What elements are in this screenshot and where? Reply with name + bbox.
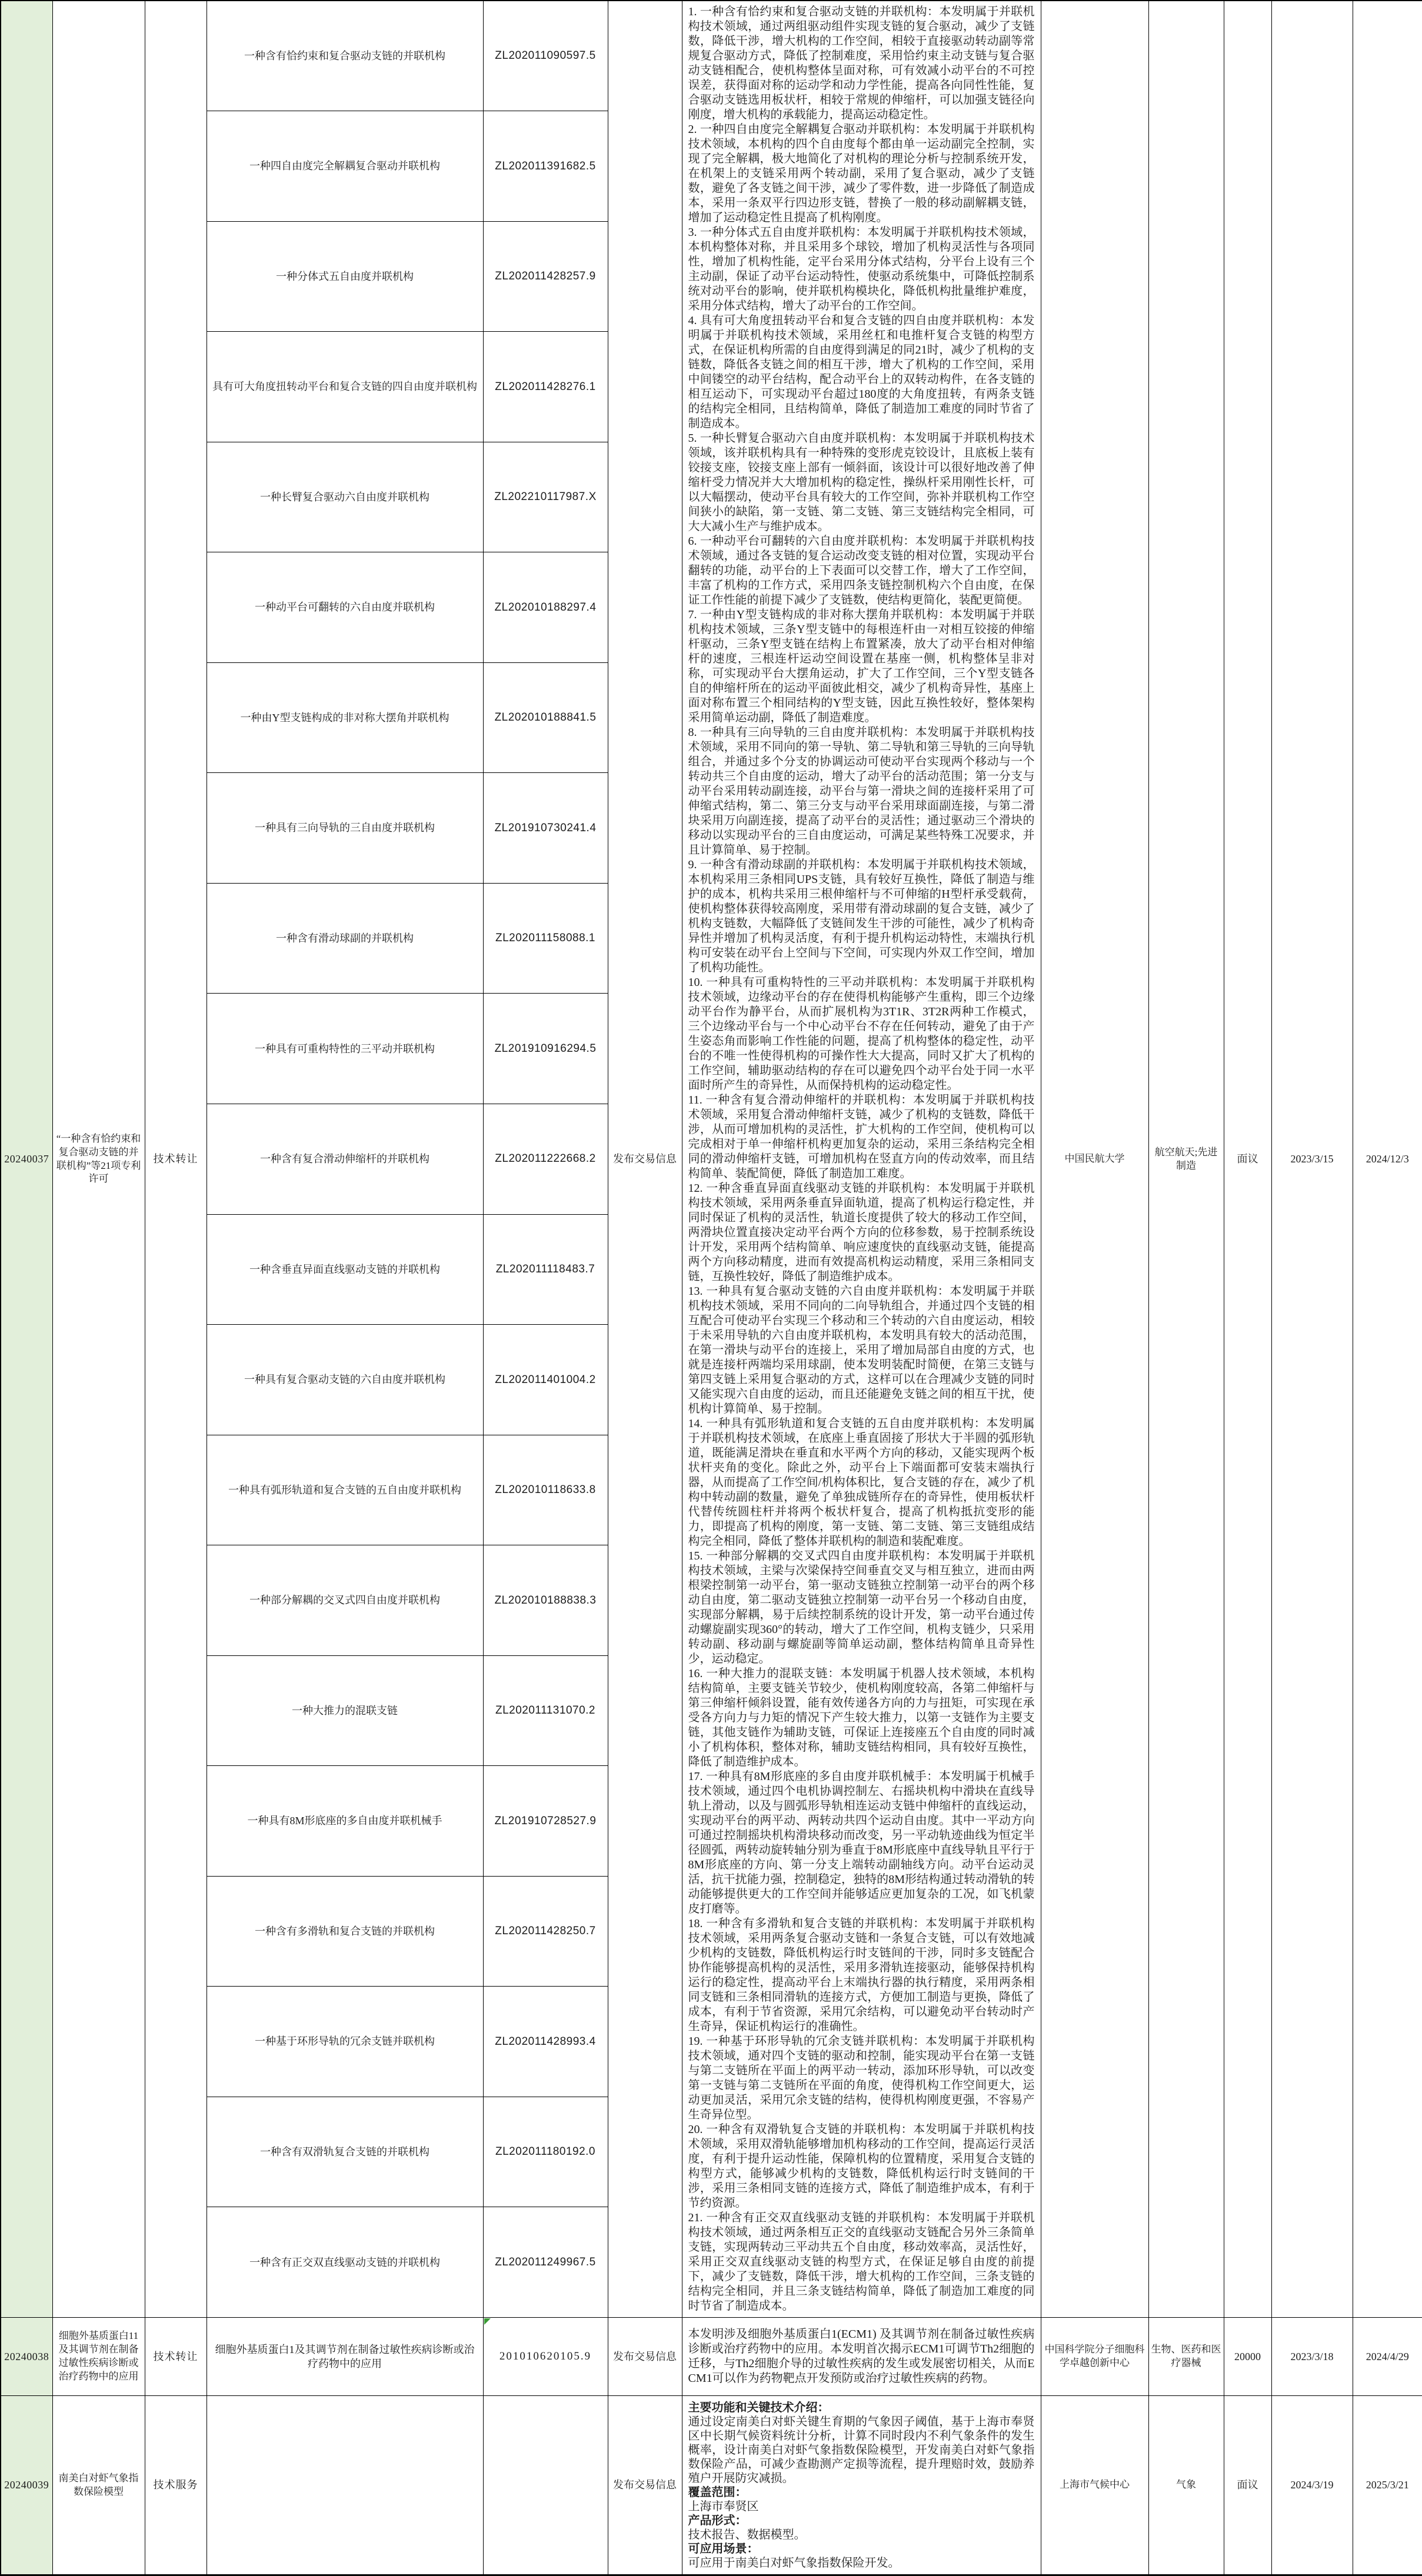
patent-title: 一种含垂直异面直线驱动支链的并联机构	[207, 1214, 483, 1325]
expiry-date: 2025/3/21	[1353, 2396, 1422, 2575]
patent-number: ZL202010188841.5	[483, 662, 608, 773]
description-paragraph: 18. 一种含有多滑轨和复合支链的并联机构：本发明属于并联机构技术领域，采用两条复合驱动支链和一条复合支链，可以有效地减少机构的支链数，降低机构运行时支链间的干涉，同时多支链配合协作能够提高机构的灵活性，采用多滑轨连接驱动，能够保持机构运行的稳定性，提高动平台上末端执行器的执行精度，采用两条相同支链和三条相同滑轨的连接方式，方便加工制造与更换，降低了成本，有利于节省资源，采用冗余结构，可以避免动平台转动时产生奇异，保证机构运行的准确性。	[688, 1917, 1035, 2033]
patent-title: 细胞外基质蛋白1及其调节剂在制备过敏性疾病诊断或治疗药物中的应用	[207, 2318, 483, 2396]
description-paragraph: 通过设定南美白对虾关键生育期的气象因子阈值，基于上海市奉贤区中长期气候资料统计分析，计算不同时段内不利气象条件的发生概率，设计南美白对虾气象指数保险模型，开发南美白对虾气象指数保险产品，可减少查勘测产定损等流程，提升理赔时效，鼓励养殖户开展防灾减损。	[688, 2415, 1035, 2485]
patent-title: 一种部分解耦的交叉式四自由度并联机构	[207, 1545, 483, 1656]
publish-date: 2023/3/15	[1271, 1, 1353, 2318]
patent-title: 一种具有复合驱动支链的六自由度并联机构	[207, 1325, 483, 1435]
description-paragraph: 7. 一种由Y型支链构成的非对称大摆角并联机构：本发明属于并联机构技术领域，三条Y型支链中的每根连杆由一对相互铰接的伸缩杆驱动，三条Y型支链在结构上布置紧凑，放大了动平台相对伸缩杆的速度，三根连杆运动空间设置在基座一侧，机构整体呈非对称，可实现动平台大摆角运动，扩大了工作空间，三个Y型支链各自的伸缩杆所在的运动平面彼此相交，减少了机构奇异性，基座上面对称布置三个相同结构的Y型支链，因此互换性较好，整体架构采用简单运动副，降低了制造难度。	[688, 608, 1035, 724]
transfer-type: 技术转让	[145, 1, 207, 2318]
patent-number: ZL202011428250.7	[483, 1876, 608, 1987]
description-paragraph: 13. 一种具有复合驱动支链的六自由度并联机构：本发明属于并联机构技术领域，采用不同向的二向导轨组合，并通过四个支链的相互配合可使动平台实现三个移动和三个转动的六自由度运动，相较于未采用导轨的六自由度并联机构，本发明具有较大的活动范围，在第一滑块与动平台的连接上，采用了增加局部自由度的方式，也就是连接杆两端均采用球副，使本发明装配时简便，在第三支链与第四支链上采用复合驱动的方式，这样可以在合理减少支链的同时又能实现六自由度的运动，而且还能避免支链之间的相互干扰，使机构计算简单、易于控制。	[688, 1285, 1035, 1415]
description-paragraph: 技术报告、数据模型。	[688, 2528, 806, 2541]
description-paragraph: 上海市奉贤区	[688, 2500, 759, 2513]
description-paragraph: 21. 一种含有正交双直线驱动支链的并联机构：本发明属于并联机构技术领域，通过两条相互正交的直线驱动支链配合另外三条简单支链，实现两转动三平动共五个自由度，移动效率高，灵活性好，采用正交双直线驱动支链的构型方式，在保证足够自由度的前提下，减少了支链数，降低干涉，增大机构的工作空间，三条支链的结构完全相同，并且三条支链结构简单，降低了制造加工难度的同时节省了制造成本。	[688, 2211, 1035, 2312]
description-heading: 主要功能和关键技术介绍：	[688, 2401, 830, 2414]
description-paragraph: 5. 一种长臂复合驱动六自由度并联机构：本发明属于并联机构技术领域，该并联机构具有一种特殊的变形虎克铰设计，且底板上装有铰接支座，铰接支座上部有一倾斜面，该设计可以很好地改善了伸缩杆受力情况并大大增加机构的稳定性，操纵杆采用刚性长杆，可以大幅摆动，使动平台具有较大的工作空间，弥补并联机构工作空间狭小的缺陷，第一支链、第二支链、第三支链结构完全相同，可大大减小生产与维护成本。	[688, 432, 1035, 533]
patent-title: 一种具有可重构特性的三平动并联机构	[207, 994, 483, 1104]
publish-status: 发布交易信息	[608, 2396, 682, 2575]
description-cell	[682, 2318, 1041, 2396]
patent-title: 一种动平台可翻转的六自由度并联机构	[207, 552, 483, 663]
patent-number: ZL201910728527.9	[483, 1766, 608, 1877]
description-paragraph: 可应用于南美白对虾气象指数保险开发。	[688, 2556, 900, 2570]
patent-title: 一种含有正交双直线驱动支链的并联机构	[207, 2207, 483, 2318]
patent-title: 一种含有恰约束和复合驱动支链的并联机构	[207, 1, 483, 111]
patent-title: 一种含有滑动球副的并联机构	[207, 883, 483, 994]
industry-category: 航空航天;先进制造	[1148, 1, 1224, 2318]
description-paragraph: 15. 一种部分解耦的交叉式四自由度并联机构：本发明属于并联机构技术领域，主梁与次梁保持空间垂直交叉与相互独立，进而由两根梁控制第一动平台，第一驱动支链独立控制第一动平台的两个移动自由度，第二驱动支链独立控制第一动平台另一个移动自由度，实现部分解耦，易于后续控制系统的设计开发，第一动平台通过传动螺旋副实现360°的转动，增大了工作空间，机构支链少，只采用转动副、移动副与螺旋副等简单运动副，整体结构简单且奇异性少，运动稳定。	[688, 1549, 1035, 1665]
project-name: 细胞外基质蛋白11及其调节剂在制备过敏性疾病诊断或治疗药物中的应用	[52, 2318, 145, 2396]
description-paragraph: 17. 一种具有8M形底座的多自由度并联机械手：本发明属于机械手技术领域，通过四个电机协调控制左、右摇块机构中滑块在直线导轨上滑动，以及与圆弧形导轨相连运动支链中伸缩杆的直线运动，实现动平台的两平动、两转动共四个运动自由度。其中一平动方向可通过控制摇块机构滑块移动而改变，另一平动轨迹曲线为恒定半径圆弧，两转动旋转轴分别为垂直于8M形底座中直线导轨且平行于8M形底座的方向、第一分支上端转动副轴线方向。动平台运动灵活，抗干扰能力强，控制稳定，独特的8M形结构通过转动滑轨的转动能够提供更大的工作空间并能够适应更加复杂的工况，如飞机蒙皮打磨等。	[688, 1770, 1035, 1915]
patent-number	[483, 2318, 608, 2396]
publish-date: 2024/3/19	[1271, 2396, 1353, 2575]
description-paragraph: 20. 一种含有双滑轨复合支链的并联机构：本发明属于并联机构技术领域，采用双滑轨能够增加机构移动的工作空间，提高运行灵活度，有利于提升运动性能，保障机构的位置精度，采用复合支链的构型方式，能够减少机构的支链数，降低机构运行时支链间的干涉，采用三条相同支链的连接方式，降低了制造维护成本，有利于节约资源。	[688, 2123, 1035, 2210]
patent-number: ZL202011131070.2	[483, 1655, 608, 1766]
publish-status: 发布交易信息	[608, 1, 682, 2318]
publish-status: 发布交易信息	[608, 2318, 682, 2396]
description-paragraph: 4. 具有可大角度扭转动平台和复合支链的四自由度并联机构：本发明属于并联机构技术领域，采用丝杠和电推杆复合支链的构型方式，在保证机构所需的自由度得到满足的同21时，减少了机构的支链数，降低各支链之间的相互干涉，增大了机构的工作空间，采用中间镂空的动平台结构，配合动平台上的双转动构件，在各支链的相互运动下，可实现动平台超过180度的大角度扭转，有两条支链的结构完全相同，且结构简单，降低了制造加工难度的同时节省了制造成本。	[688, 314, 1035, 430]
description-paragraph: 10. 一种具有可重构特性的三平动并联机构：本发明属于并联机构技术领域，边缘动平台的存在使得机构能够产生重构，即三个边缘动平台作为静平台，从而扩展机构为3T1R、3T2R两种工作模式，三个边缘动平台与一个中心动平台不存在任何转动，避免了由于产生姿态角而影响工作性能的问题，提高了机构整体的稳定性，动平台的不唯一性使得机构的可操作性大大提高，同时又扩大了机构的工作空间，辅助驱动结构的存在可以避免四个动平台处于同一水平面时所产生的奇异性，从而保持机构的运动稳定性。	[688, 976, 1035, 1092]
description-paragraph: 1. 一种含有恰约束和复合驱动支链的并联机构：本发明属于并联机构技术领域，通过两组驱动组件实现支链的复合驱动，减少了支链数，降低干涉，增大机构的工作空间，相较于直接驱动转动副等常规复合驱动方式，降低了控制难度，采用恰约束主动支链与复合驱动支链相配合，使机构整体呈面对称，可有效减小动平台的不可控误差，获得面对称的运动学和动力学性能，提高各向同性性能，复合驱动支链选用板状杆，相较于常规的伸缩杆，可以加强支链径向刚度，增大机构的承载能力，提高运动稳定性。	[688, 5, 1035, 121]
patent-number: ZL202011158088.1	[483, 883, 608, 994]
transfer-type: 技术转让	[145, 2318, 207, 2396]
industry-category: 气象	[1148, 2396, 1224, 2575]
description-paragraph: 6. 一种动平台可翻转的六自由度并联机构：本发明属于并联机构技术领域，通过各支链的复合运动改变支链的相对位置，实现动平台翻转的功能，动平台的上下表面可以交替工作，增大了工作空间，丰富了机构的工作方式，采用四条支链控制机构六个自由度，在保证工作性能的前提下减少了支链数，使结构更简化，装配更简便。	[688, 535, 1035, 606]
patent-number-text: 201010620105.9	[499, 2350, 592, 2363]
company: 中国科学院分子细胞科学卓越创新中心	[1041, 2318, 1148, 2396]
patent-title: 一种长臂复合驱动六自由度并联机构	[207, 442, 483, 552]
patent-title: 一种四自由度完全解耦复合驱动并联机构	[207, 111, 483, 222]
description-paragraph: 8. 一种具有三向导轨的三自由度并联机构：本发明属于并联机构技术领域，采用不同向的第一导轨、第二导轨和第三导轨的三向导轨组合，并通过多个分支的协调运动可使动平台实现两个移动与一个转动共三个自由度的运动，增大了动平台的活动范围；第一分支与动平台采用转动副连接，动平台与第一滑块之间的连接杆采用了可伸缩式结构，第二、第三分支与动平台采用球面副连接，与第二滑块采用万向副连接，提高了动平台的灵活性；通过驱动三个滑块的移动以实现动平台的三自由度运动，可满足某些特殊工况要求，并且计算简单、易于控制。	[688, 726, 1035, 857]
patent-number: ZL202011401004.2	[483, 1325, 608, 1435]
listing-id: 20240039	[1, 2396, 52, 2575]
description-paragraph: 11. 一种含有复合滑动伸缩杆的并联机构：本发明属于并联机构技术领域，采用复合滑动伸缩杆支链，减少了机构的支链数，降低干涉，从而可增加机构的灵活性，扩大机构的工作空间，使机构可以完成相对于单一伸缩杆机构更加复杂的运动，采用三条结构完全相同的滑动伸缩杆支链，可增加机构在竖直方向的传动效率，而且结构简单、装配简便，降低了制造加工难度。	[688, 1094, 1035, 1180]
patent-title: 一种基于环形导轨的冗余支链并联机构	[207, 1987, 483, 2097]
patent-number: ZL202011118483.7	[483, 1214, 608, 1325]
patent-number: ZL202011222668.2	[483, 1104, 608, 1214]
description-paragraph: 16. 一种大推力的混联支链：本发明属于机器人技术领域，本机构结构简单，主要支链关节较少，使机构刚度较高，各第二伸缩杆与第三伸缩杆倾斜设置，能有效传递各方向的力与扭矩，可实现在承受各方向力与力矩的情况下产生较大推力，以第一支链作为主要支链，其他支链作为辅助支链，可保证上连接座五个自由度的同时减小了机构体积，整体对称，辅助支链结构相同，具有较好互换性，降低了制造维护成本。	[688, 1667, 1035, 1768]
description-paragraph: 本发明涉及细胞外基质蛋白1(ECM1) 及其调节剂在制备过敏性疾病诊断或治疗药物中的应用。本发明首次揭示ECM1可调节Th2细胞的迁移，与Th2细胞介导的过敏性疾病的发生或发展密切相关，从而ECM1可以作为药物靶点开发预防或治疗过敏性疾病的药物。	[688, 2328, 1035, 2385]
table-row	[1, 2396, 1422, 2575]
description-paragraph: 14. 一种具有弧形轨道和复合支链的五自由度并联机构：本发明属于并联机构技术领域，在底座上垂直固接了形状大于半圆的弧形轨道，既能满足滑块在垂直和水平两个方向的移动，又能实现两个板状杆夹角的变化。除此之外，动平台上下端面都可安装末端执行器，从而提高了工作空间/机构体积比，复合支链的存在，减少了机构中转动副的数量，避免了单独成链所存在的奇异性，使用板状杆代替传统圆柱杆并将两个板状杆复合，提高了机构抵抗变形的能力，即提高了机构的刚度，第一支链、第二支链、第三支链组成结构完全相同，降低了整体并联机构的制造和装配难度。	[688, 1417, 1035, 1548]
description-heading: 覆盖范围：	[688, 2485, 747, 2499]
patent-title: 一种具有8M形底座的多自由度并联机械手	[207, 1766, 483, 1877]
patent-number: ZL202210117987.X	[483, 442, 608, 552]
patent-number: ZL202011249967.5	[483, 2207, 608, 2318]
listing-id: 20240037	[1, 1, 52, 2318]
patent-number: ZL202010188297.4	[483, 552, 608, 663]
description-paragraph: 19. 一种基于环形导轨的冗余支链并联机构：本发明属于并联机构技术领域，通对四个支链的驱动和控制，能实现动平台在第一支链与第二支链所在平面上的两平动一转动，添加环形导轨，可以改变第一支链与第二支链所在平面的角度，使得机构工作空间更大，运动更加灵活，采用冗余支链的结构，使得机构刚度更强，不容易产生奇异位型。	[688, 2035, 1035, 2121]
description-heading: 可应用场景：	[688, 2542, 759, 2555]
publish-date: 2023/3/18	[1271, 2318, 1353, 2396]
expiry-date: 2024/12/3	[1353, 1, 1422, 2318]
patent-title: 一种含有多滑轨和复合支链的并联机构	[207, 1876, 483, 1987]
patent-title: 一种含有双滑轨复合支链的并联机构	[207, 2097, 483, 2207]
description-cell	[682, 2396, 1041, 2575]
patent-title: 一种由Y型支链构成的非对称大摆角并联机构	[207, 662, 483, 773]
description-paragraph: 12. 一种含垂直异面直线驱动支链的并联机构：本发明属于并联机构技术领域，采用两条垂直异面轨道，提高了机构运行稳定性，并同时保证了机构的灵活性，轨道长度提供了较大的移动工作空间，两滑块位置直接决定动平台两个方向的位移参数，易于控制系统设计开发，采用两个结构简单、响应速度快的直线驱动支链，能提高两个方向移动精度，进而有效提高机构运动精度，采用三条相同支链，互换性较好，降低了制造维护成本。	[688, 1182, 1035, 1283]
patent-number: ZL202011180192.0	[483, 2097, 608, 2207]
price: 20000	[1224, 2318, 1271, 2396]
patent-title: 一种分体式五自由度并联机构	[207, 221, 483, 332]
patent-number	[483, 2396, 608, 2575]
project-name: “一种含有恰约束和复合驱动支链的并联机构”等21项专利许可	[52, 1, 145, 2318]
price: 面议	[1224, 1, 1271, 2318]
price: 面议	[1224, 2396, 1271, 2575]
patent-number: ZL202011428276.1	[483, 332, 608, 442]
patent-title: 具有可大角度扭转动平台和复合支链的四自由度并联机构	[207, 332, 483, 442]
expiry-date: 2024/4/29	[1353, 2318, 1422, 2396]
patent-title: 一种大推力的混联支链	[207, 1655, 483, 1766]
patent-number: ZL202011391682.5	[483, 111, 608, 222]
patent-number: ZL202011428257.9	[483, 221, 608, 332]
industry-category: 生物、医药和医疗器械	[1148, 2318, 1224, 2396]
table-row	[1, 2318, 1422, 2396]
project-name: 南美白对虾气象指数保险模型	[52, 2396, 145, 2575]
patent-number: ZL202010118633.8	[483, 1435, 608, 1545]
patent-number: ZL202011428993.4	[483, 1987, 608, 2097]
description-heading: 产品形式：	[688, 2514, 747, 2527]
patent-number: ZL201910916294.5	[483, 994, 608, 1104]
patent-title: 一种具有弧形轨道和复合支链的五自由度并联机构	[207, 1435, 483, 1545]
description-paragraph: 3. 一种分体式五自由度并联机构：本发明属于并联机构技术领域，本机构整体对称，并且采用多个球铰，增加了机构灵活性与各项同性，增加了机构性能，定平台采用分体式结构，分平台上设有三个主动副，保证了动平台运动特性，使驱动系统集中，可降低控制系统对动平台的影响，使并联机构模块化，降低机构批量维护难度，采用分体式结构，增大了动平台的工作空间。	[688, 226, 1035, 312]
description-paragraph: 9. 一种含有滑动球副的并联机构：本发明属于并联机构技术领域，本机构采用三条相同UPS支链，具有较好互换性，降低了制造与维护的成本，机构共采用三根伸缩杆与不可伸缩的H型杆承受载荷，使机构整体获得较高刚度，采用带有滑动球副的复合支链，减少了机构支链数，大幅降低了支链间发生干涉的可能性，减少了机构奇异性并增加了机构灵活度，有利于提升机构运动特性，末端执行机构可安装在动平台上空间与下空间，可实现内外双工作空间，增加了机构功能性。	[688, 858, 1035, 974]
patent-number: ZL202010188838.3	[483, 1545, 608, 1656]
patent-number: ZL201910730241.4	[483, 773, 608, 884]
description-cell	[682, 1, 1041, 2318]
company: 上海市气候中心	[1041, 2396, 1148, 2575]
patent-title: 一种具有三向导轨的三自由度并联机构	[207, 773, 483, 884]
table-row	[1, 1, 1422, 111]
cell-flag-icon	[484, 2318, 491, 2325]
patent-title	[207, 2396, 483, 2575]
patent-title: 一种含有复合滑动伸缩杆的并联机构	[207, 1104, 483, 1214]
patent-number: ZL202011090597.5	[483, 1, 608, 111]
company: 中国民航大学	[1041, 1, 1148, 2318]
description-paragraph: 2. 一种四自由度完全解耦复合驱动并联机构：本发明属于并联机构技术领域，本机构的四个自由度每个都由单一运动副完全控制，实现了完全解耦，极大地简化了对机构的理论分析与控制系统开发，在机架上的支链采用两个转动副，采用了复合驱动，减少了支链数，避免了各支链之间干涉，减少了零件数，进一步降低了制造成本，采用一条双平行四边形支链，替换了一般的移动副解耦支链，增加了运动稳定性且提高了机构刚度。	[688, 123, 1035, 224]
listing-id: 20240038	[1, 2318, 52, 2396]
transfer-type: 技术服务	[145, 2396, 207, 2575]
